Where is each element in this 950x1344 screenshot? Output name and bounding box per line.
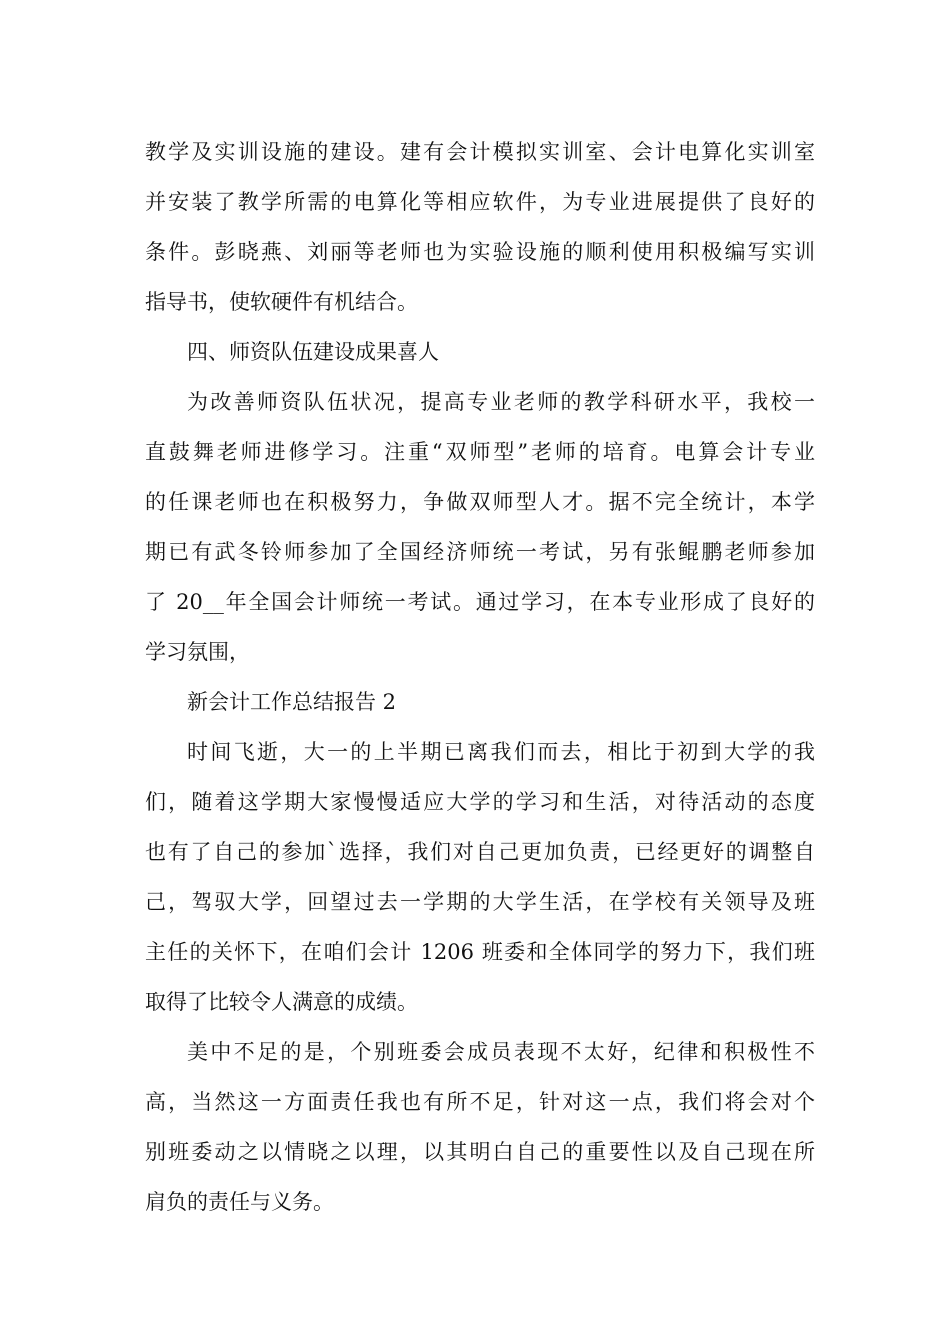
paragraph-line: 别班委动之以情晓之以理，以其明白自己的重要性以及自己现在所 <box>145 1140 815 1164</box>
paragraph-line: 主任的关怀下，在咱们会计 1206 班委和全体同学的努力下，我们班 <box>145 940 815 964</box>
paragraph-line: 期已有武冬铃师参加了全国经济师统一考试，另有张鲲鹏老师参加 <box>145 540 815 564</box>
paragraph-line: 也有了自己的参加`选择，我们对自己更加负责，已经更好的调整自 <box>145 840 815 864</box>
paragraph-line: 美中不足的是，个别班委会成员表现不太好，纪律和积极性不 <box>187 1040 815 1064</box>
paragraph-line: 高，当然这一方面责任我也有所不足，针对这一点，我们将会对个 <box>145 1090 815 1114</box>
paragraph-line: 并安装了教学所需的电算化等相应软件，为专业进展提供了良好的 <box>145 190 815 214</box>
section-heading: 四、师资队伍建设成果喜人 <box>187 340 439 364</box>
paragraph-line: 学习氛围， <box>145 640 250 664</box>
paragraph-line: 们，随着这学期大家慢慢适应大学的学习和生活，对待活动的态度 <box>145 790 815 814</box>
paragraph-line: 为改善师资队伍状况，提高专业老师的教学科研水平，我校一 <box>187 390 815 414</box>
report-title: 新会计工作总结报告 2 <box>187 690 397 714</box>
paragraph-line: 时间飞逝，大一的上半期已离我们而去，相比于初到大学的我 <box>187 740 815 764</box>
paragraph-line: 指导书，使软硬件有机结合。 <box>145 290 418 314</box>
paragraph-line: 己，驾驭大学，回望过去一学期的大学生活，在学校有关领导及班 <box>145 890 815 914</box>
paragraph-line: 取得了比较令人满意的成绩。 <box>145 990 418 1014</box>
paragraph-line: 的任课老师也在积极努力，争做双师型人才。据不完全统计，本学 <box>145 490 815 514</box>
paragraph-line: 教学及实训设施的建设。建有会计模拟实训室、会计电算化实训室 <box>145 140 815 164</box>
paragraph-line: 直鼓舞老师进修学习。注重“双师型”老师的培育。电算会计专业 <box>145 440 815 464</box>
paragraph-line: 条件。彭晓燕、刘丽等老师也为实验设施的顺利使用积极编写实训 <box>145 240 815 264</box>
paragraph-line: 了 20__年全国会计师统一考试。通过学习，在本专业形成了良好的 <box>145 590 815 614</box>
paragraph-line: 肩负的责任与义务。 <box>145 1190 334 1214</box>
